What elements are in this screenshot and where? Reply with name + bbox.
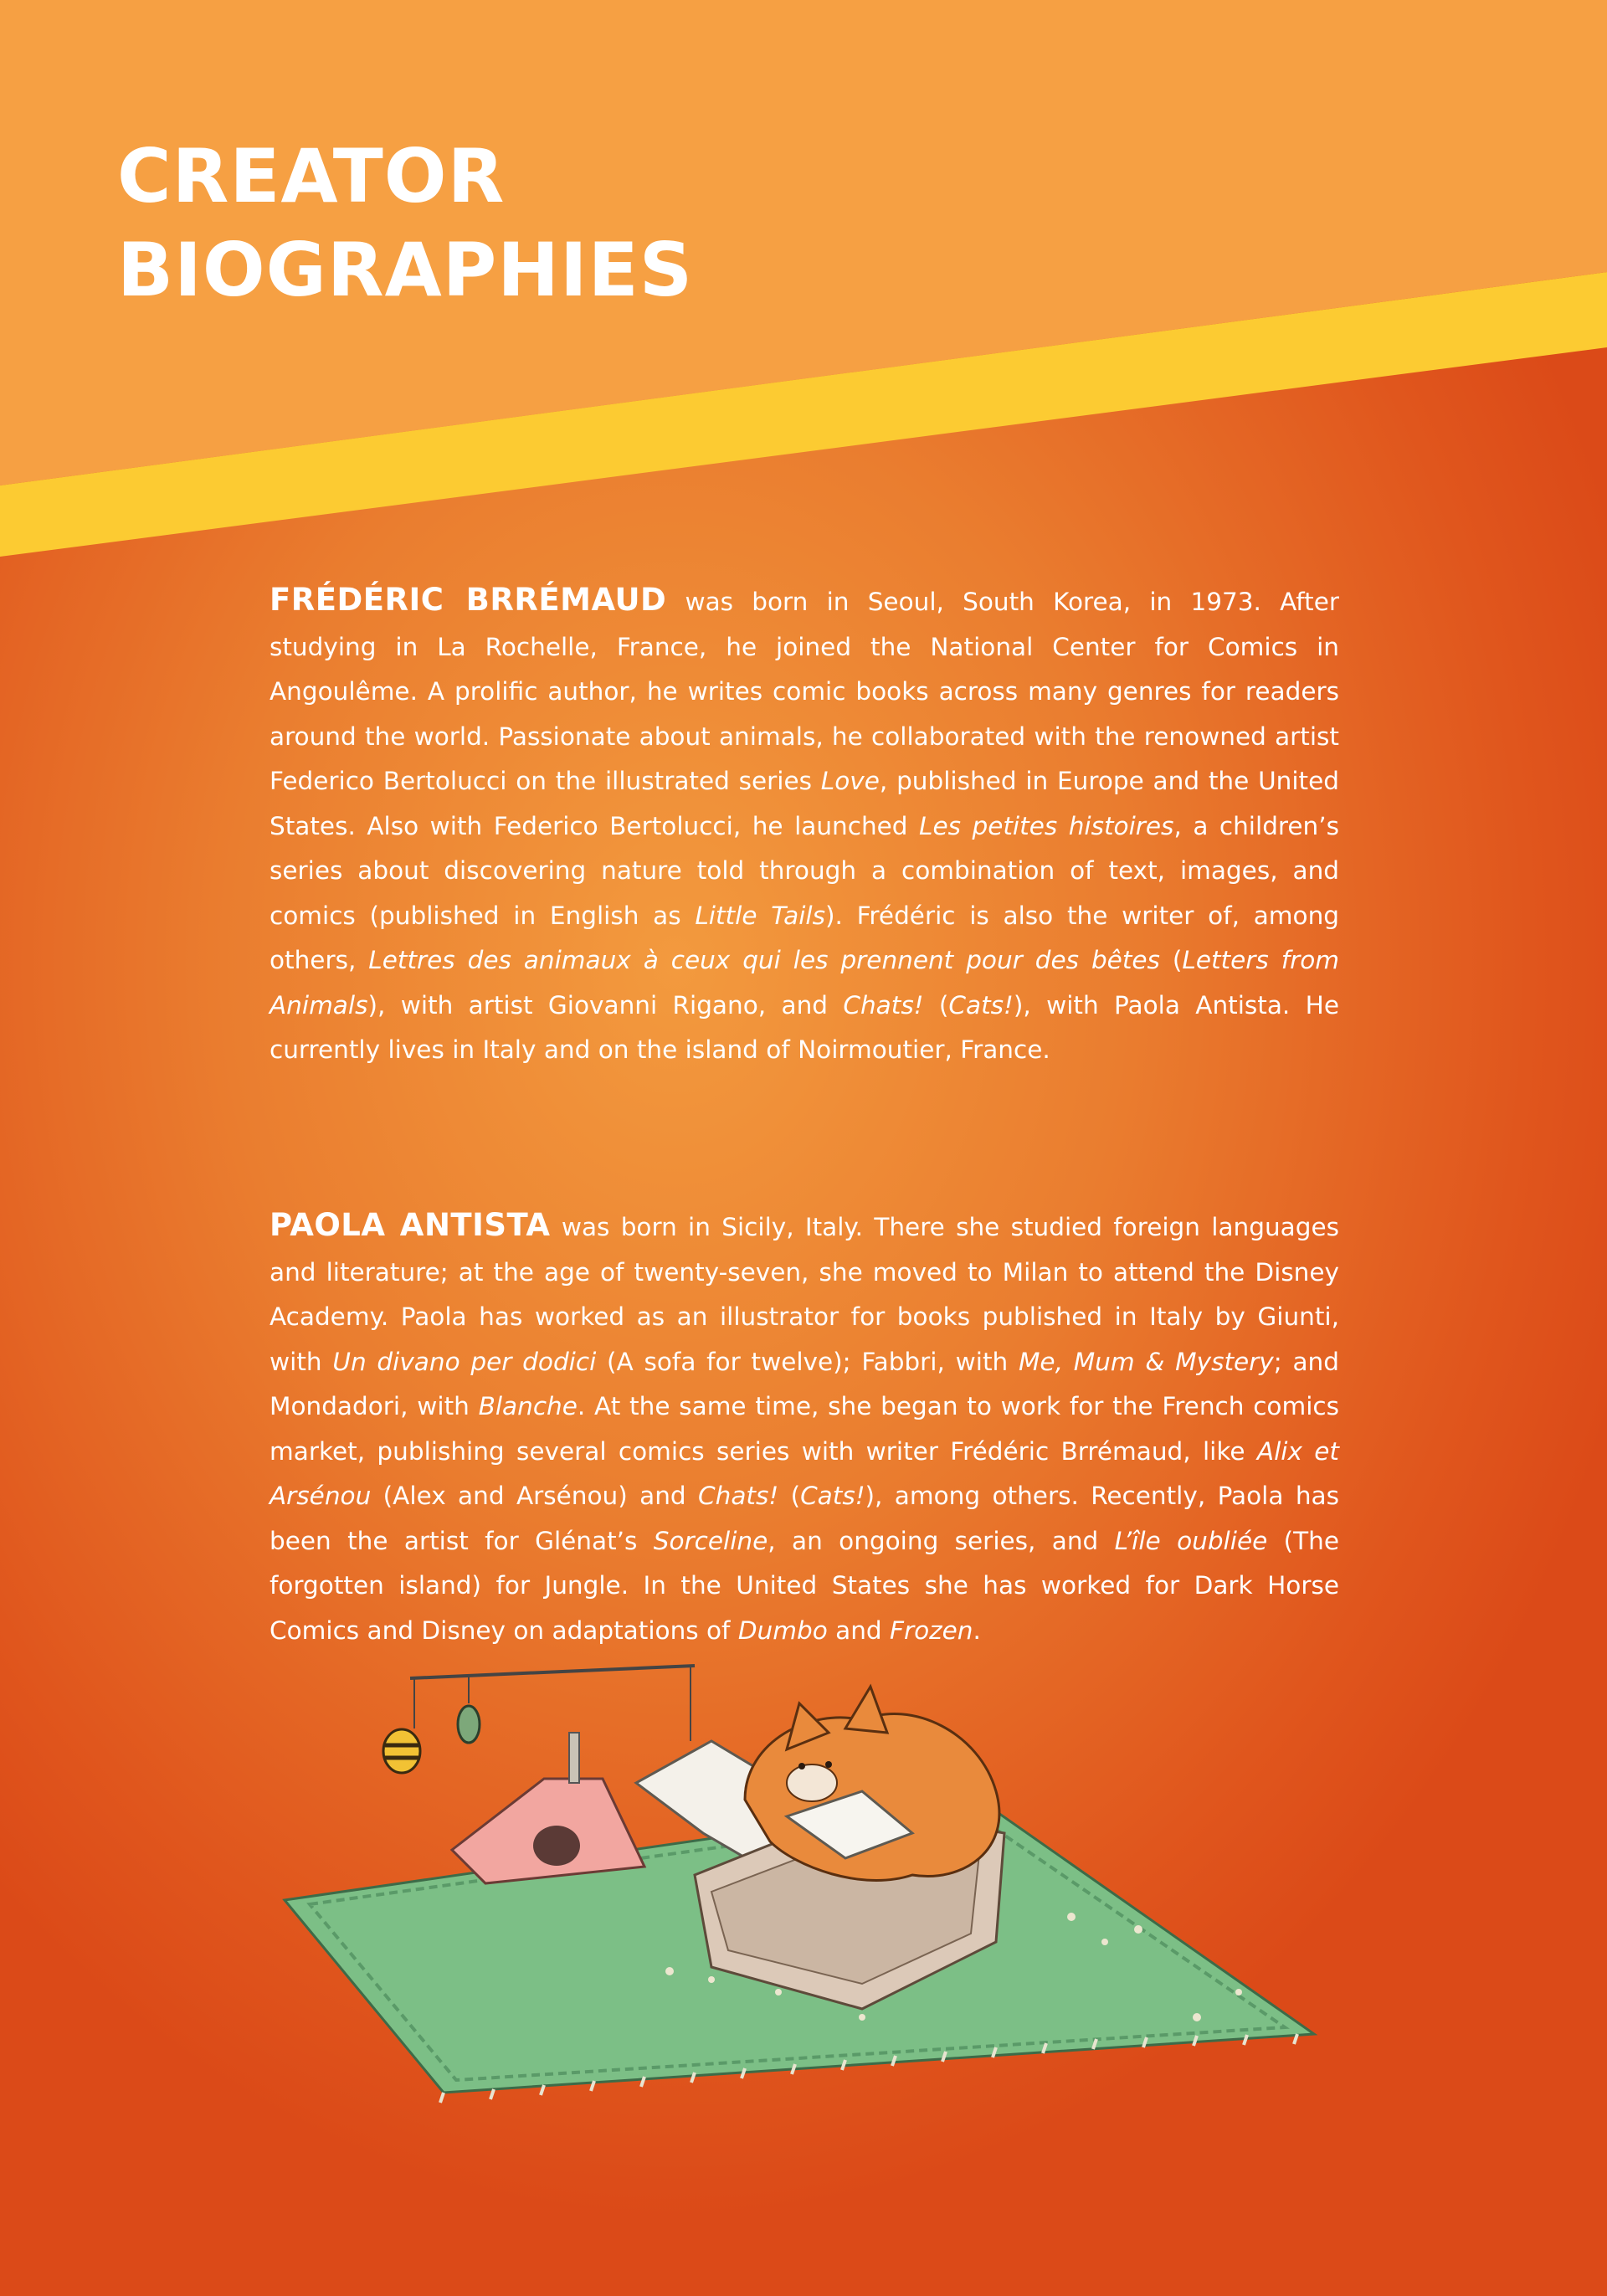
book-title: Blanche (478, 1392, 578, 1420)
title-line-1: CREATOR (117, 133, 506, 219)
book-title: Frozen (890, 1615, 973, 1645)
page-title (117, 130, 693, 317)
toy-arm (410, 1666, 695, 1678)
book-title: Letters from Animals (270, 946, 1340, 1020)
book-title: Love (820, 767, 880, 795)
book-title: Dumbo (737, 1615, 828, 1645)
book-title: Les petites histoires (919, 811, 1174, 840)
toy-post (569, 1733, 579, 1783)
book-title: Lettres des animaux à ceux qui les prennent pour des bêtes (368, 946, 1160, 974)
book-title: Alix et Arsénou (270, 1436, 1340, 1510)
title-line-2: BIOGRAPHIES (117, 227, 694, 313)
book-title: Cats! (948, 990, 1014, 1020)
cat-reading-on-rug-illustration (276, 1641, 1339, 2109)
book-title: Little Tails (695, 901, 825, 930)
bio-paragraph-antista: PAOLA ANTISTA was born in Sicily, Italy. There she studied foreign languages and literature; at the age of twenty-seven, she moved to Milan to attend the Disney Academy. Paola has worked as an illustrator for books published in Italy by Giunti, with Un divano per dodici (A sofa for twelve); Fabbri, with Me, Mum & Mystery; and Mondadori, with Blanche. At the same time, she began to work for the French comics market, publishing several comics series with writer Frédéric Brrémaud, like Alix et Arsénou (Alex and Arsénou) and Chats! (Cats!), among others. Recently, Paola has been the artist for Glénat’s Sorceline, an ongoing series, and L’île oubliée (The forgotten island) for Jungle. In the United States she has worked for Dark Horse Comics and Disney on adaptations of Dumbo and Frozen. (270, 1207, 1340, 1645)
bio-paragraph-brremaud: FRÉDÉRIC BRRÉMAUD was born in Seoul, South Korea, in 1973. After studying in La Rochelle, France, he joined the National Center for Comics in Angoulême. A prolific author, he writes comic books across many genres for readers around the world. Passionate about animals, he collaborated with the renowned artist Federico Bertolucci on the illustrated series Love, published in Europe and the United States. Also with Federico Bertolucci, he launched Les petites histoires, a children’s series about discovering nature told through a combination of text, images, and comics (published in English as Little Tails). Frédéric is also the writer of, among others, Lettres des animaux à ceux qui les prennent pour des bêtes (Letters from Animals), with artist Giovanni Rigano, and Chats! (Cats!), with Paola Antista. He currently lives in Italy and on the island of Noirmoutier, France. (270, 582, 1340, 1064)
book-title: Me, Mum & Mystery (1018, 1347, 1274, 1376)
bee (383, 1729, 420, 1773)
toy-hole (533, 1826, 580, 1866)
bio-name: PAOLA ANTISTA (270, 1207, 551, 1243)
book-title: Chats! (698, 1482, 779, 1510)
book-title: Chats! (843, 990, 924, 1020)
bio-name: FRÉDÉRIC BRRÉMAUD (270, 582, 667, 618)
book-title: L’île oubliée (1114, 1526, 1268, 1555)
book-title: Sorceline (653, 1526, 768, 1555)
book-title: Cats! (800, 1482, 865, 1510)
book-title: Un divano per dodici (332, 1347, 597, 1376)
bug (458, 1706, 480, 1743)
